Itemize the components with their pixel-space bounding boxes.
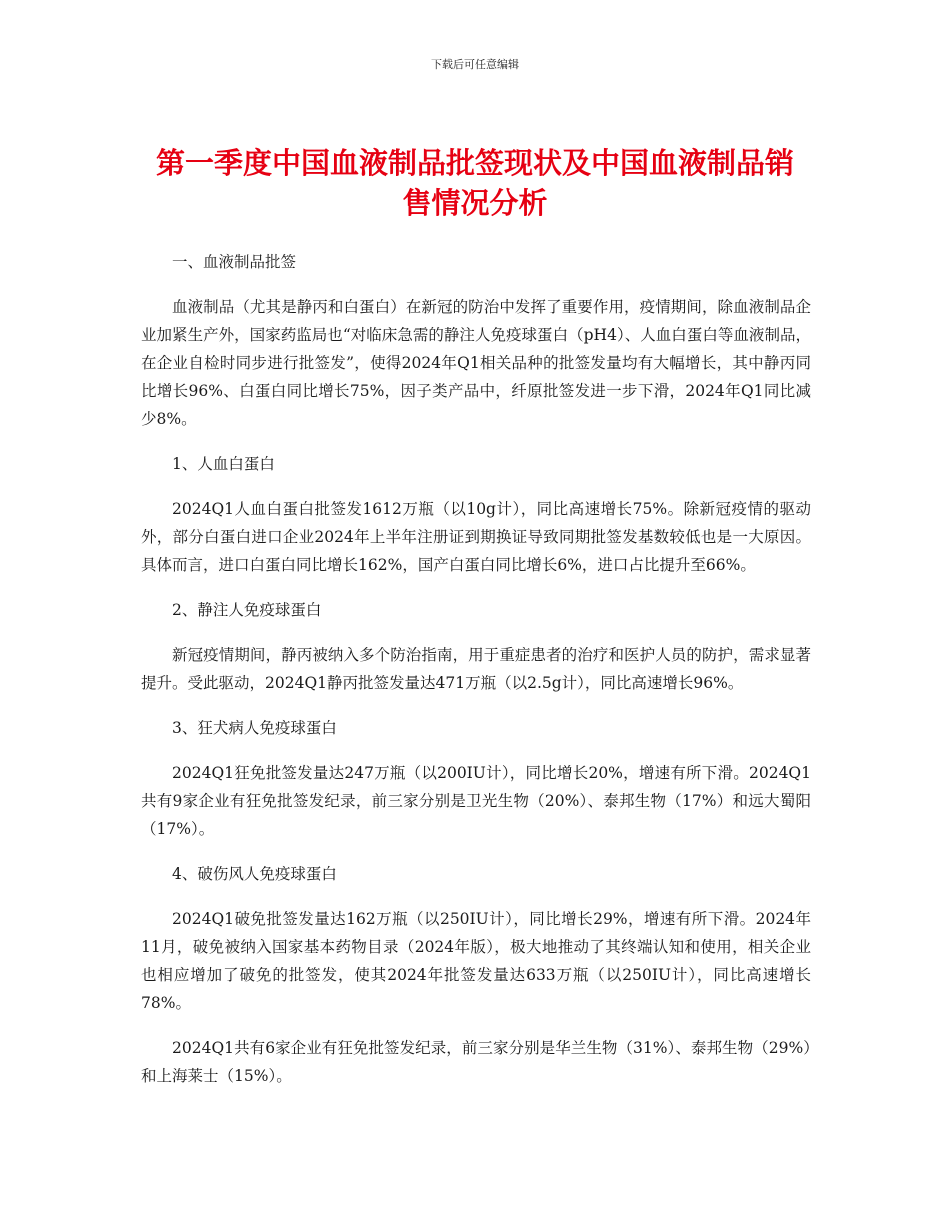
tetanus-ig-paragraph-1: 2024Q1破免批签发量达162万瓶（以250IU计），同比增长29%，增速有所下滑。2024年11月，破免被纳入国家基本药物目录（2024年版），极大地推动了其终端认知和使用，相关企业也相应增加了破免的批签发，使其2024年批签发量达633万瓶（以250IU计），同比高速增长78%。 xyxy=(141,910,811,1012)
header-note: 下载后可任意编辑 xyxy=(431,58,519,71)
tetanus-ig-paragraph-2: 2024Q1共有6家企业有狂免批签发纪录，前三家分别是华兰生物（31%）、泰邦生物（29%）和上海莱士（15%）。 xyxy=(141,1039,811,1085)
albumin-paragraph: 2024Q1人血白蛋白批签发1612万瓶（以10g计），同比高速增长75%。除新冠疫情的驱动外，部分白蛋白进口企业2024年上半年注册证到期换证导致同期批签发基数较低也是一大原因。具体而言，进口白蛋白同比增长162%，国产白蛋白同比增长6%，进口占比提升至66%。 xyxy=(141,500,811,574)
subsection-heading-albumin: 1、人血白蛋白 xyxy=(172,455,275,473)
section-heading-blood-products: 一、血液制品批签 xyxy=(172,253,297,271)
subsection-heading-tetanus-ig: 4、破伤风人免疫球蛋白 xyxy=(172,865,337,883)
intro-paragraph: 血液制品（尤其是静丙和白蛋白）在新冠的防治中发挥了重要作用，疫情期间，除血液制品企业加紧生产外，国家药监局也“对临床急需的静注人免疫球蛋白（pH4）、人血白蛋白等血液制品，在企业自检时同步进行批签发”，使得2024年Q1相关品种的批签发量均有大幅增长，其中静丙同比增长96%、白蛋白同比增长75%，因子类产品中，纤原批签发进一步下滑，2024年Q1同比减少8%。 xyxy=(141,298,811,428)
document-title: 第一季度中国血液制品批签现状及中国血液制品销售情况分析 xyxy=(155,146,794,220)
ivig-paragraph: 新冠疫情期间，静丙被纳入多个防治指南，用于重症患者的治疗和医护人员的防护，需求显著提升。受此驱动，2024Q1静丙批签发量达471万瓶（以2.5g计），同比高速增长96%。 xyxy=(141,646,811,692)
document-body xyxy=(141,248,811,1107)
rabies-ig-paragraph: 2024Q1狂免批签发量达247万瓶（以200IU计），同比增长20%，增速有所下滑。2024Q1共有9家企业有狂免批签发纪录，前三家分别是卫光生物（20%）、泰邦生物（17%）和远大蜀阳（17%）。 xyxy=(141,764,811,838)
subsection-heading-ivig: 2、静注人免疫球蛋白 xyxy=(172,601,322,619)
subsection-heading-rabies-ig: 3、狂犬病人免疫球蛋白 xyxy=(172,719,337,737)
